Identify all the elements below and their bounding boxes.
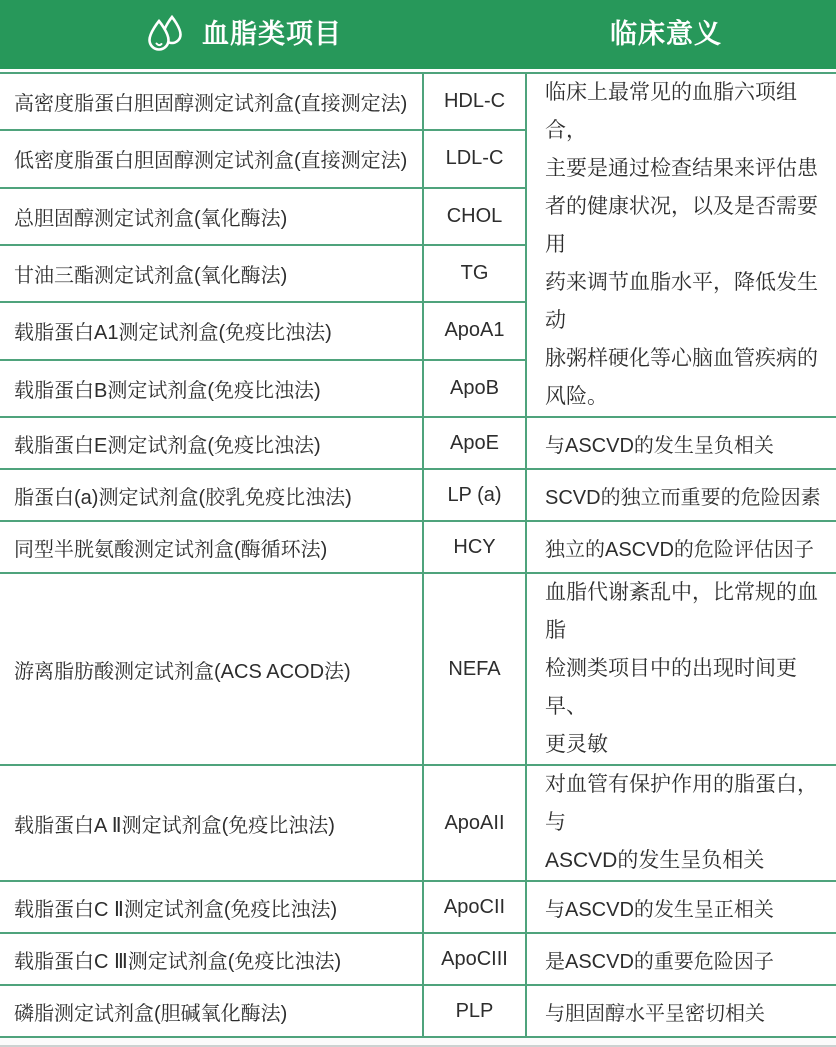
significance-cell: SCVD的独立而重要的危险因素 (526, 469, 836, 521)
bottom-margin (0, 1038, 836, 1045)
significance-cell: 是ASCVD的重要危险因子 (526, 933, 836, 985)
significance-cell (526, 765, 836, 881)
item-name-cell: 载脂蛋白C Ⅲ测定试剂盒(免疫比浊法) (0, 933, 423, 985)
abbr-cell: HCY (423, 521, 526, 573)
significance-cell: 独立的ASCVD的危险评估因子 (526, 521, 836, 573)
significance-line: 对血管有保护作用的脂蛋白，与 (545, 773, 818, 834)
abbr-cell: ApoCIII (423, 933, 526, 985)
abbr-cell: CHOL (423, 188, 526, 245)
significance-line: 脉粥样硬化等心脑血管疾病的 (545, 347, 818, 370)
table-row (0, 417, 836, 469)
abbr-cell: LP (a) (423, 469, 526, 521)
item-name-cell: 甘油三酯测定试剂盒(氧化酶法) (0, 245, 423, 302)
abbr-cell: HDL-C (423, 73, 526, 130)
abbr-cell: ApoE (423, 417, 526, 469)
item-name-cell: 低密度脂蛋白胆固醇测定试剂盒(直接测定法) (0, 130, 423, 187)
item-name-cell: 载脂蛋白C Ⅱ测定试剂盒(免疫比浊法) (0, 881, 423, 933)
significance-cell: 与ASCVD的发生呈正相关 (526, 881, 836, 933)
table-row (0, 73, 836, 130)
table-row (0, 985, 836, 1037)
item-name-cell: 载脂蛋白A Ⅱ测定试剂盒(免疫比浊法) (0, 765, 423, 881)
table-row (0, 933, 836, 985)
significance-line: 药来调节血脂水平，降低发生动 (545, 271, 818, 332)
merged-significance-cell (526, 73, 836, 417)
water-drops-icon (142, 13, 188, 57)
abbr-cell: NEFA (423, 573, 526, 765)
table-row (0, 521, 836, 573)
table-header-banner (0, 0, 836, 69)
significance-line: 血脂代谢紊乱中，比常规的血脂 (545, 581, 818, 642)
item-name-cell: 总胆固醇测定试剂盒(氧化酶法) (0, 188, 423, 245)
significance-line: 风险。 (545, 385, 608, 408)
abbr-cell: ApoAII (423, 765, 526, 881)
column-header-items: 血脂类项目 (202, 19, 342, 49)
significance-cell: 与胆固醇水平呈密切相关 (526, 985, 836, 1037)
item-name-cell: 同型半胱氨酸测定试剂盒(酶循环法) (0, 521, 423, 573)
lipid-table (0, 72, 836, 1038)
table-row (0, 881, 836, 933)
significance-line: 主要是通过检查结果来评估患 (545, 157, 818, 180)
significance-line: 检测类项目中的出现时间更早、 (545, 657, 797, 718)
abbr-cell: ApoB (423, 360, 526, 417)
left-header-group (142, 0, 342, 69)
column-header-significance: 临床意义 (610, 19, 722, 49)
item-name-cell: 高密度脂蛋白胆固醇测定试剂盒(直接测定法) (0, 73, 423, 130)
abbr-cell: LDL-C (423, 130, 526, 187)
abbr-cell: ApoA1 (423, 302, 526, 359)
item-name-cell: 载脂蛋白A1测定试剂盒(免疫比浊法) (0, 302, 423, 359)
significance-line: 者的健康状况，以及是否需要用 (545, 195, 818, 256)
abbr-cell: ApoCII (423, 881, 526, 933)
table-row (0, 765, 836, 881)
significance-line: ASCVD的发生呈负相关 (545, 849, 765, 872)
significance-line: 临床上最常见的血脂六项组合， (545, 81, 797, 142)
item-name-cell: 游离脂肪酸测定试剂盒(ACS ACOD法) (0, 573, 423, 765)
table-row (0, 573, 836, 765)
item-name-cell: 载脂蛋白B测定试剂盒(免疫比浊法) (0, 360, 423, 417)
abbr-cell: TG (423, 245, 526, 302)
item-name-cell: 脂蛋白(a)测定试剂盒(胶乳免疫比浊法) (0, 469, 423, 521)
significance-cell: 与ASCVD的发生呈负相关 (526, 417, 836, 469)
significance-line: 更灵敏 (545, 733, 608, 756)
table-row (0, 469, 836, 521)
item-name-cell: 载脂蛋白E测定试剂盒(免疫比浊法) (0, 417, 423, 469)
significance-cell (526, 573, 836, 765)
abbr-cell: PLP (423, 985, 526, 1037)
item-name-cell: 磷脂测定试剂盒(胆碱氧化酶法) (0, 985, 423, 1037)
